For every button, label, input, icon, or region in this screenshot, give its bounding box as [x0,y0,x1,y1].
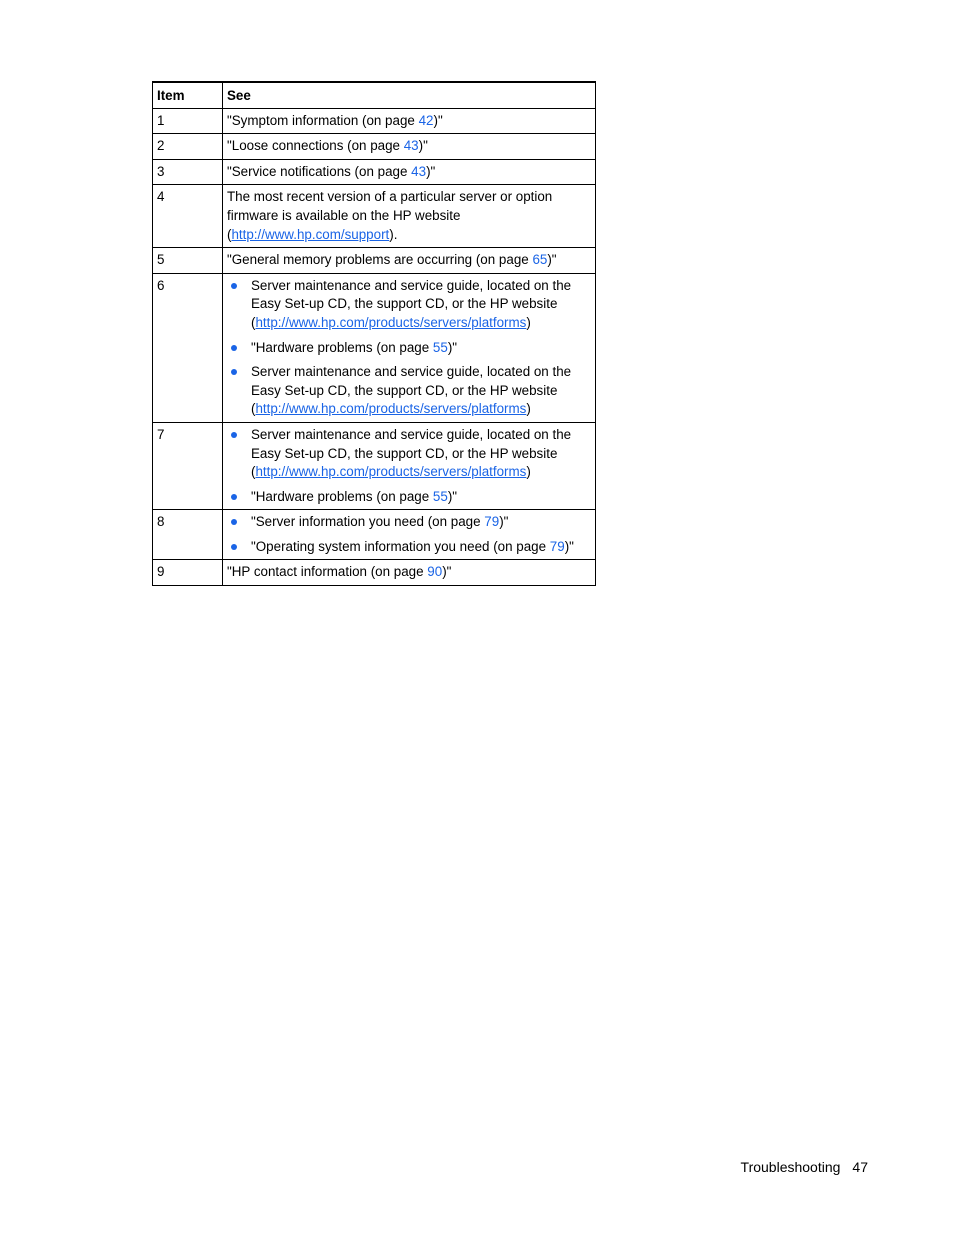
table-row [153,108,596,134]
page-link[interactable]: 79 [549,538,565,554]
see-cell [223,185,596,248]
footer-page-number: 47 [852,1159,868,1175]
table-row [153,134,596,160]
page-link[interactable]: 55 [432,488,448,504]
see-cell [223,134,596,160]
see-cell [223,510,596,560]
page-link[interactable]: 65 [532,252,548,268]
see-text-end: )" [418,138,428,154]
see-text-end: )" [547,252,557,268]
bullet-list [227,277,591,419]
bullet-text: Server maintenance and service guide, located on the Easy Set-up CD, the support CD, or the HP website ( [251,277,572,330]
bullet-icon [231,345,237,351]
bullet-icon [231,283,237,289]
platforms-url-link[interactable]: http://www.hp.com/products/servers/platforms [255,401,527,417]
see-text: "HP contact information (on page [227,564,428,580]
table-row [153,273,596,422]
bullet-list [227,513,591,556]
page-footer [741,1158,868,1177]
list-item [227,488,591,507]
platforms-url-link[interactable]: http://www.hp.com/products/servers/platforms [255,464,527,480]
see-text-end: )" [442,564,452,580]
see-text: The most recent version of a particular server or option firmware is available on the HP website ( [227,189,553,242]
support-url-link[interactable]: http://www.hp.com/support [231,226,390,242]
see-text: "General memory problems are occurring (on page [227,252,533,268]
bullet-text-end: )" [447,339,458,355]
table-header-row [153,82,596,108]
see-text-end: ). [389,226,398,242]
header-see: See [223,82,596,108]
list-item [227,426,591,482]
item-number: 4 [153,185,223,248]
item-number: 3 [153,159,223,185]
table-row [153,422,596,509]
see-cell [223,422,596,509]
bullet-text: "Hardware problems (on page [251,488,433,504]
list-item [227,513,591,532]
reference-table [152,81,596,586]
header-item: Item [153,82,223,108]
list-item [227,277,591,333]
bullet-text: "Server information you need (on page [251,514,485,530]
list-item [227,538,591,557]
bullet-list [227,426,591,506]
table-row [153,510,596,560]
table-row [153,248,596,274]
see-text: "Loose connections (on page [227,138,404,154]
bullet-text: Server maintenance and service guide, located on the Easy Set-up CD, the support CD, or the HP website ( [251,426,572,480]
see-text: "Symptom information (on page [227,112,419,128]
item-number: 1 [153,108,223,134]
platforms-url-link[interactable]: http://www.hp.com/products/servers/platforms [255,314,527,330]
item-number: 9 [153,560,223,586]
bullet-text: Server maintenance and service guide, located on the Easy Set-up CD, the support CD, or the HP website ( [251,364,572,417]
bullet-text-end: ) [526,401,531,417]
bullet-text-end: )" [499,514,509,530]
page-link[interactable]: 43 [411,163,427,179]
page-link[interactable]: 90 [427,564,443,580]
page-link[interactable]: 55 [432,339,448,355]
bullet-text-end: ) [526,314,531,330]
list-item [227,339,591,358]
see-text: "Service notifications (on page [227,163,412,179]
item-number: 7 [153,422,223,509]
table-row [153,560,596,586]
bullet-text: "Operating system information you need (on page [251,538,550,554]
footer-section-title: Troubleshooting [740,1159,841,1175]
page-link[interactable]: 79 [484,514,500,530]
bullet-text-end: )" [447,488,458,504]
page-link[interactable]: 42 [418,112,434,128]
item-number: 6 [153,273,223,422]
table-row [153,185,596,248]
bullet-icon [231,369,237,375]
see-text-end: )" [426,163,436,179]
list-item [227,363,591,419]
bullet-text-end: ) [526,464,531,480]
bullet-text: "Hardware problems (on page [251,339,433,355]
see-cell [223,273,596,422]
bullet-text-end: )" [564,538,574,554]
page-link[interactable]: 43 [403,138,419,154]
item-number: 2 [153,134,223,160]
item-number: 8 [153,510,223,560]
table-row [153,159,596,185]
bullet-icon [231,544,237,550]
see-cell [223,560,596,586]
see-cell [223,159,596,185]
see-text-end: )" [433,112,443,128]
bullet-icon [231,519,237,525]
bullet-icon [231,494,237,500]
see-cell [223,248,596,274]
bullet-icon [231,432,237,438]
see-cell [223,108,596,134]
item-number: 5 [153,248,223,274]
